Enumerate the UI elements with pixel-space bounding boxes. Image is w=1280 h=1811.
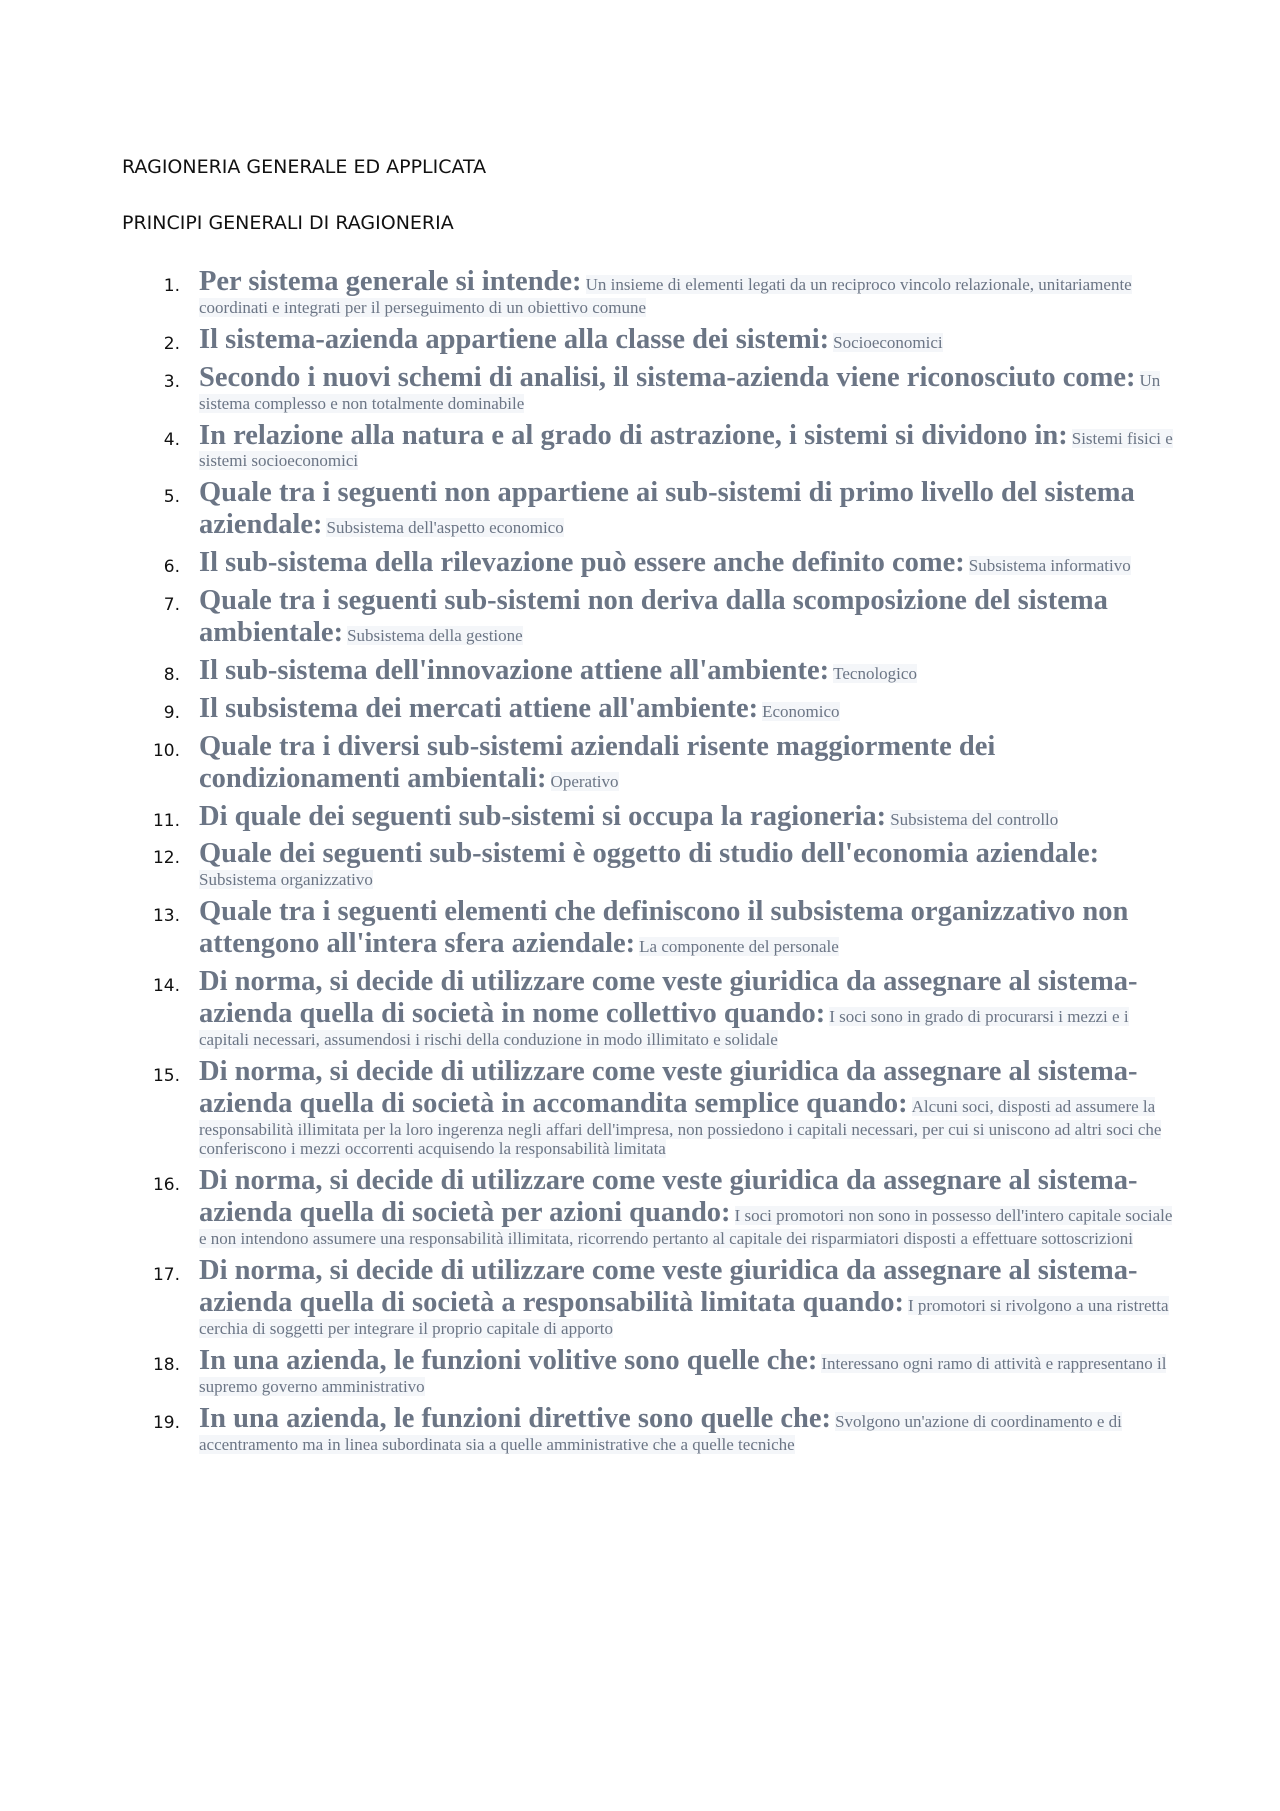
item-number: 2.	[163, 333, 180, 354]
item-number: 17.	[152, 1265, 180, 1286]
question-text: Di quale dei seguenti sub-sistemi si occupa la ragioneria:	[199, 800, 887, 832]
list-item	[120, 1056, 1180, 1160]
item-number: 1.	[163, 276, 180, 296]
list-item	[120, 801, 1180, 833]
answer-text: I promotori si rivolgono a una ristretta cerchia di soggetti per integrare il proprio capitale di apporto	[199, 1296, 1169, 1338]
answer-text: Operativo	[550, 771, 619, 791]
item-number: 8.	[163, 664, 180, 685]
section-title: PRINCIPI GENERALI DI RAGIONERIA	[122, 212, 454, 234]
question-text: Il sub-sistema della rilevazione può essere anche definito come:	[199, 547, 965, 579]
list-item	[120, 324, 1180, 356]
answer-text: Subsistema del controllo	[890, 809, 1059, 829]
question-text: Di norma, si decide di utilizzare come veste giuridica da assegnare al sistema-azienda quella di società per azioni quando:	[199, 1165, 1138, 1229]
question-text: In una azienda, le funzioni volitive sono quelle che:	[199, 1344, 818, 1376]
question-text: Di norma, si decide di utilizzare come veste giuridica da assegnare al sistema-azienda quella di società a responsabilità limitata quando:	[199, 1255, 1138, 1318]
answer-text: La componente del personale	[639, 937, 839, 957]
answer-text: Svolgono un'azione di coordinamento e di accentramento ma in linea subordinata sia a quelle amministrative che a quelle tecniche	[199, 1411, 1122, 1454]
question-text: In relazione alla natura e al grado di astrazione, i sistemi si dividono in:	[199, 419, 1068, 451]
list-item	[120, 477, 1180, 541]
question-text: Quale dei seguenti sub-sistemi è oggetto di studio dell'economia aziendale:	[199, 838, 1100, 870]
item-number: 4.	[163, 429, 180, 450]
item-number: 5.	[163, 487, 180, 508]
question-text: Per sistema generale si intende:	[199, 266, 582, 297]
answer-text: Un insieme di elementi legati da un reciproco vincolo relazionale, unitariamente coordinati e integrati per il perseguimento di un obiettivo comune	[199, 275, 1132, 317]
question-text: Secondo i nuovi schemi di analisi, il sistema-azienda viene riconosciuto come:	[199, 361, 1136, 393]
answer-text: Subsistema organizzativo	[199, 870, 373, 890]
list-item	[120, 547, 1180, 579]
list-item	[120, 266, 1180, 318]
answer-text: Tecnologico	[833, 663, 917, 683]
list-item	[120, 1255, 1180, 1339]
list-item	[120, 838, 1180, 890]
item-number: 12.	[152, 848, 180, 869]
item-number: 15.	[152, 1065, 180, 1086]
answer-text: Interessano ogni ramo di attività e rappresentano il supremo governo amministrativo	[199, 1353, 1167, 1396]
answer-text: Un sistema complesso e non totalmente dominabile	[199, 370, 1161, 413]
question-text: Di norma, si decide di utilizzare come veste giuridica da assegnare al sistema-azienda quella di società in nome collettivo quando:	[199, 966, 1138, 1029]
list-item	[120, 420, 1180, 472]
question-text: Il subsistema dei mercati attiene all'ambiente:	[199, 692, 759, 724]
item-number: 19.	[152, 1412, 180, 1433]
item-number: 3.	[163, 371, 180, 392]
question-text: Il sistema-azienda appartiene alla classe dei sistemi:	[199, 323, 830, 355]
list-item	[120, 896, 1180, 960]
answer-text: Subsistema della gestione	[347, 625, 523, 645]
question-text: In una azienda, le funzioni direttive sono quelle che:	[199, 1402, 832, 1434]
item-number: 6.	[163, 557, 180, 578]
answer-text: Economico	[762, 701, 840, 721]
question-text: Quale tra i seguenti sub-sistemi non deriva dalla scomposizione del sistema ambientale:	[199, 585, 1108, 648]
answer-text: Subsistema informativo	[968, 556, 1131, 576]
item-number: 10.	[152, 740, 180, 761]
item-number: 18.	[152, 1354, 180, 1375]
question-text: Quale tra i seguenti elementi che definiscono il subsistema organizzativo non attengono all'intera sfera aziendale:	[199, 896, 1129, 960]
list-item	[120, 1345, 1180, 1397]
list-item	[120, 655, 1180, 687]
question-text: Quale tra i seguenti non appartiene ai sub-sistemi di primo livello del sistema aziendale:	[199, 477, 1135, 541]
question-text: Il sub-sistema dell'innovazione attiene all'ambiente:	[199, 654, 830, 686]
answer-text: Subsistema dell'aspetto economico	[326, 518, 564, 538]
question-text: Di norma, si decide di utilizzare come veste giuridica da assegnare al sistema-azienda quella di società in accomandita semplice quando:	[199, 1055, 1138, 1119]
item-number: 7.	[163, 595, 180, 616]
list-item	[120, 585, 1180, 649]
list-item	[120, 731, 1180, 795]
answer-text: Alcuni soci, disposti ad assumere la responsabilità illimitata per la loro ingerenza negli affari dell'impresa, non possiedono i capitali necessari, per cui si uniscono ad altri soci che conferiscono i mezzi occorrenti acquisendo la responsabilità limitata	[199, 1096, 1162, 1159]
list-item	[120, 1403, 1180, 1455]
list-item	[120, 362, 1180, 414]
list-item	[120, 1165, 1180, 1249]
answer-text: I soci sono in grado di procurarsi i mezzi e i capitali necessari, assumendosi i rischi della conduzione in modo illimitato e solidale	[199, 1006, 1129, 1049]
answer-text: I soci promotori non sono in possesso dell'intero capitale sociale e non intendono assumere una responsabilità illimitata, ricorrendo pertanto al capitale dei risparmiatori disposti a effettuare sottoscrizioni	[199, 1206, 1173, 1249]
answer-text: Socioeconomici	[833, 332, 943, 352]
item-number: 13.	[152, 906, 180, 927]
list-item	[120, 693, 1180, 725]
question-text: Quale tra i diversi sub-sistemi aziendali risente maggiormente dei condizionamenti ambientali:	[199, 730, 996, 794]
item-number: 16.	[152, 1175, 180, 1196]
answer-text: Sistemi fisici e sistemi socioeconomici	[199, 428, 1173, 471]
item-number: 14.	[152, 976, 180, 997]
item-number: 9.	[163, 702, 180, 723]
question-list	[120, 266, 1180, 1454]
document-title: RAGIONERIA GENERALE ED APPLICATA	[122, 156, 487, 178]
list-item	[120, 966, 1180, 1050]
item-number: 11.	[152, 810, 180, 831]
